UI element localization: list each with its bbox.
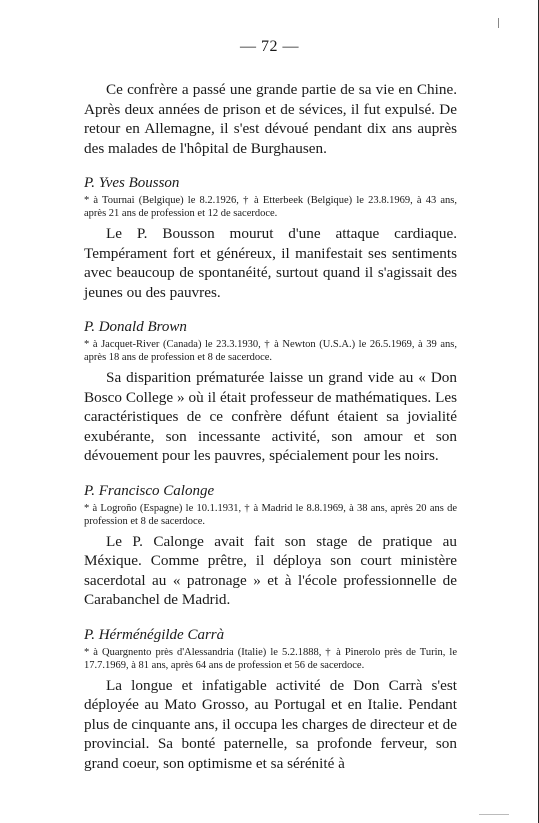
- entry-name: P. Donald Brown: [84, 319, 187, 335]
- entry-text: Le P. Bousson mourut d'une attaque cardiaque. Tempérament fort et généreux, il manifestait ses sentiments avec beaucoup de spontanéité, surtout quand il s'agissait des jeunes ou des pauvres.: [84, 225, 457, 301]
- page-number: — 72 —: [240, 38, 299, 55]
- page-content: [84, 80, 457, 773]
- entry-name: P. Yves Bousson: [84, 175, 180, 191]
- entry-dates: * à Tournai (Belgique) le 8.2.1926, † à Etterbeek (Belgique) le 23.8.1969, à 43 ans, après 21 ans de profession et 12 de sacerdoce.: [84, 195, 457, 219]
- intro-paragraph: Ce confrère a passé une grande partie de sa vie en Chine. Après deux années de prison et de sévices, il fut expulsé. De retour en Allemagne, il s'est dévoué pendant dix ans auprès des malades de l'hôpital de Burghausen.: [84, 81, 457, 157]
- entry-dates: * à Quargnento près d'Alessandria (Italie) le 5.2.1888, † à Pinerolo près de Turin, le 17.7.1969, à 81 ans, après 64 ans de profession et 56 de sacerdoce.: [84, 646, 457, 671]
- obituary-entry-brown: [84, 318, 457, 466]
- entry-name: P. Hérménégilde Carrà: [84, 626, 225, 643]
- bottom-mark: [479, 814, 509, 815]
- obituary-entry-bousson: [84, 174, 457, 302]
- entry-text: La longue et infatigable activité de Don Carrà s'est déployée au Mato Grosso, au Portugal et en Italie. Pendant plus de cinquante ans, il occupa les charges de directeur et de provincial. Sa bonté paternelle, sa profonde ferveur, son grand coeur, son optimisme et sa sérénité à: [84, 676, 457, 772]
- obituary-entry-carra: [84, 626, 457, 774]
- entry-text: Le P. Calonge avait fait son stage de pratique au Méxique. Comme prêtre, il déploya son court ministère sacerdotal au « patronage » et à l'école professionnelle de Carabanchel de Madrid.: [84, 532, 457, 608]
- entry-name: P. Francisco Calonge: [84, 482, 215, 499]
- obituary-entry-calonge: [84, 482, 457, 610]
- entry-text: Sa disparition prématurée laisse un grand vide au « Don Bosco College » où il était professeur de mathématiques. Les caractéristiques de ce confrère défunt étaient sa jovialité exubérante, son incessante activité, son amour et son dévouement pour les pauvres, spécialement pour les noirs.: [84, 369, 457, 464]
- corner-mark: [498, 18, 499, 28]
- entry-dates: * à Logroño (Espagne) le 10.1.1931, † à Madrid le 8.8.1969, à 38 ans, après 20 ans de profession et 8 de sacerdoce.: [84, 502, 457, 527]
- entry-dates: * à Jacquet-River (Canada) le 23.3.1930, † à Newton (U.S.A.) le 26.5.1969, à 39 ans, après 18 ans de profession et 8 de sacerdoce.: [84, 339, 457, 363]
